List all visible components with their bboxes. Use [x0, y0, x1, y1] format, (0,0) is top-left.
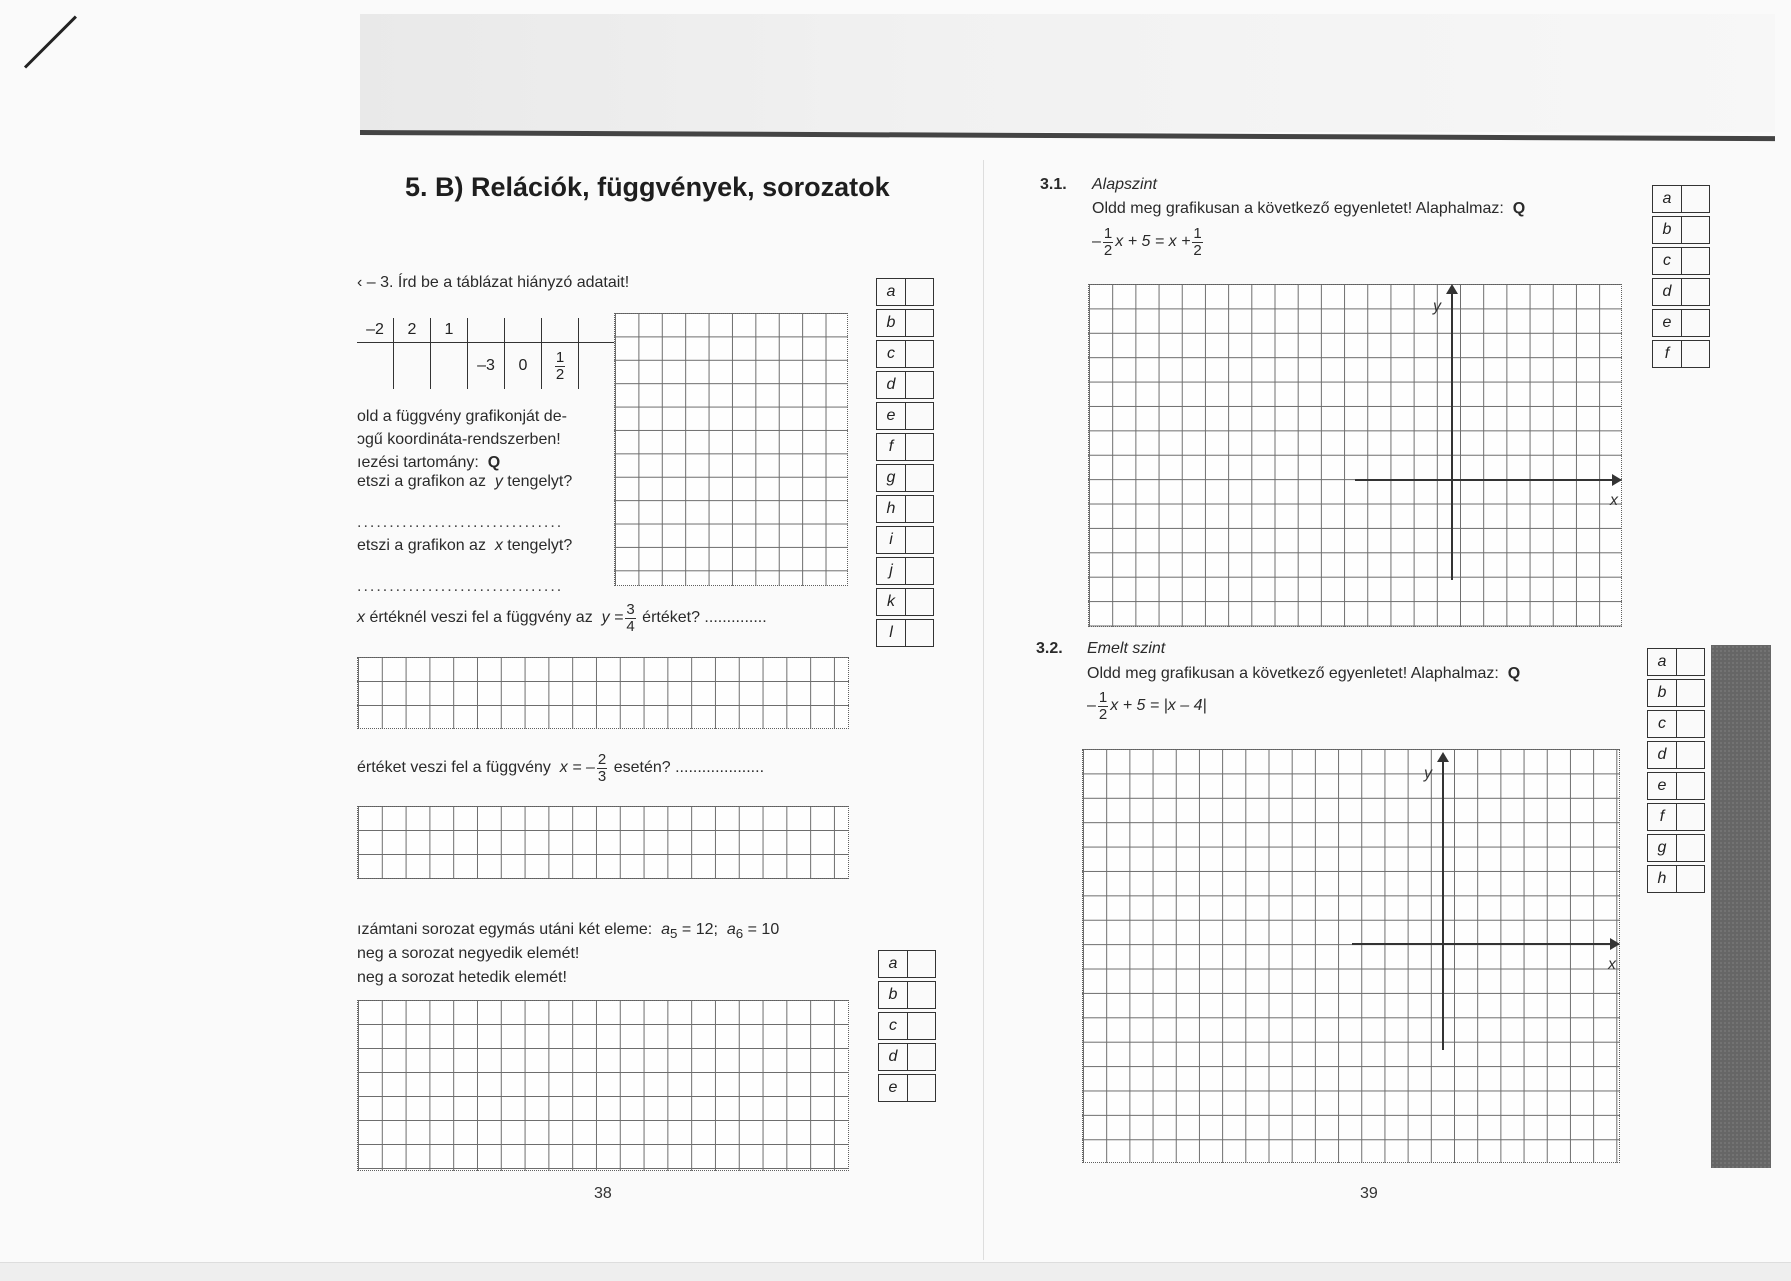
value: = 10 — [747, 921, 780, 938]
domain-label: ıezési tartomány: — [357, 454, 479, 471]
table-cell[interactable] — [505, 318, 542, 343]
variable: x — [357, 609, 365, 627]
score-box-label: g — [1648, 835, 1677, 861]
fraction-num: 1 — [1098, 689, 1108, 706]
arrow-right-icon — [1612, 474, 1622, 486]
equation — [1087, 690, 1207, 722]
question-text: ızámtani sorozat egymás utáni két eleme: — [357, 921, 653, 938]
fraction-num: 1 — [1103, 225, 1113, 242]
page-title: 5. B) Relációk, függvények, sorozatok — [405, 172, 890, 202]
score-boxes — [1652, 185, 1710, 368]
sequence-line: neg a sorozat hetedik elemét! — [357, 969, 567, 986]
question-text: etszi a grafikon az — [357, 473, 486, 490]
fraction — [1192, 226, 1202, 258]
fraction-num: 1 — [1193, 225, 1202, 242]
table-cell[interactable] — [468, 318, 505, 343]
variable: a — [726, 921, 736, 938]
score-box[interactable] — [1652, 309, 1710, 337]
score-box[interactable] — [876, 371, 934, 399]
variable: x — [494, 537, 503, 554]
score-box[interactable] — [1647, 834, 1705, 862]
task-text — [1087, 665, 1520, 683]
task-text — [1092, 200, 1525, 218]
score-box[interactable] — [1652, 247, 1710, 275]
question-text: tengelyt? — [507, 537, 573, 554]
score-box-value[interactable] — [906, 434, 933, 460]
coordinate-grid[interactable] — [1088, 284, 1622, 627]
score-box[interactable] — [876, 278, 934, 306]
equation: x = – — [559, 759, 595, 777]
score-box-label: b — [879, 982, 908, 1008]
x-axis — [1352, 943, 1612, 945]
score-box-value[interactable] — [1677, 866, 1704, 892]
score-box-label: a — [877, 279, 906, 305]
score-box[interactable] — [876, 402, 934, 430]
score-box-label: k — [877, 589, 906, 615]
score-box-label: d — [1648, 742, 1677, 768]
score-box-value[interactable] — [906, 589, 933, 615]
score-box-label: e — [1653, 310, 1682, 336]
score-box-value[interactable] — [1677, 711, 1704, 737]
score-box[interactable] — [876, 464, 934, 492]
score-boxes — [876, 278, 934, 647]
score-box-value[interactable] — [1682, 310, 1709, 336]
score-box-label: h — [877, 496, 906, 522]
equation-body: x + 5 = x + — [1115, 233, 1191, 251]
score-box[interactable] — [878, 1074, 936, 1102]
score-box-value[interactable] — [908, 1013, 935, 1039]
x-axis — [1355, 479, 1615, 481]
score-box-label: c — [1648, 711, 1677, 737]
score-box-value[interactable] — [1677, 804, 1704, 830]
score-box-value[interactable] — [906, 403, 933, 429]
fraction-num: 2 — [597, 751, 607, 768]
score-box[interactable] — [876, 526, 934, 554]
score-box[interactable] — [1647, 710, 1705, 738]
subscript: 5 — [670, 926, 678, 942]
instruction-line — [357, 454, 500, 472]
table-cell[interactable] — [431, 343, 468, 390]
set-symbol: Q — [1512, 200, 1526, 217]
question-text: etszi a grafikon az — [357, 537, 486, 554]
fraction — [1098, 690, 1108, 722]
set-symbol: Q — [1507, 665, 1521, 682]
score-box-value[interactable] — [1682, 217, 1709, 243]
score-box-label: i — [877, 527, 906, 553]
fraction-num: 1 — [555, 349, 565, 366]
fraction — [555, 350, 565, 382]
answer-dots[interactable]: ................................ — [357, 578, 564, 595]
score-box-value[interactable] — [906, 341, 933, 367]
subscript: 6 — [735, 926, 744, 942]
fraction-den: 2 — [1103, 242, 1113, 259]
y-axis-label: y — [1424, 765, 1432, 782]
answer-grid[interactable] — [357, 1000, 849, 1171]
answer-grid[interactable] — [357, 657, 849, 729]
score-boxes — [878, 950, 936, 1102]
score-box-value[interactable] — [1677, 649, 1704, 675]
table-cell[interactable] — [542, 318, 579, 343]
fraction — [597, 752, 607, 784]
score-box-value[interactable] — [906, 527, 933, 553]
score-box-label: a — [879, 951, 908, 977]
score-box[interactable] — [1647, 865, 1705, 893]
table-cell[interactable]: 1 — [431, 318, 468, 343]
task-level: Emelt szint — [1087, 640, 1166, 657]
score-box-label: d — [877, 372, 906, 398]
table-cell[interactable] — [579, 318, 616, 343]
equation: y = — [601, 609, 624, 627]
table-cell[interactable]: –3 — [468, 343, 505, 390]
score-box-label: j — [877, 558, 906, 584]
score-box-label: g — [877, 465, 906, 491]
variable: a — [661, 921, 671, 938]
score-box[interactable] — [876, 588, 934, 616]
coordinate-grid[interactable] — [1082, 749, 1620, 1163]
y-axis — [1451, 290, 1453, 580]
score-box[interactable] — [1647, 803, 1705, 831]
score-box-label: a — [1648, 649, 1677, 675]
score-box[interactable] — [876, 309, 934, 337]
score-box[interactable] — [876, 619, 934, 647]
score-box[interactable] — [1647, 648, 1705, 676]
score-box-value[interactable] — [908, 1075, 935, 1101]
score-box-value[interactable] — [1682, 341, 1709, 367]
score-box[interactable] — [1652, 185, 1710, 213]
page-bottom-edge — [0, 1262, 1791, 1281]
table-cell[interactable] — [579, 343, 616, 390]
question-x-axis — [357, 537, 572, 555]
table-row — [357, 318, 615, 343]
score-box[interactable] — [878, 981, 936, 1009]
score-box[interactable] — [1647, 741, 1705, 769]
score-box-value[interactable] — [908, 951, 935, 977]
arrow-up-icon — [1437, 752, 1449, 762]
score-box-label: c — [879, 1013, 908, 1039]
score-box-value[interactable] — [906, 496, 933, 522]
book-spine — [983, 160, 984, 1260]
equation-body: x + 5 = |x – 4| — [1110, 697, 1207, 715]
score-box-value[interactable] — [906, 558, 933, 584]
answer-dots[interactable]: ................................ — [357, 514, 564, 531]
instruction-line: ɔgű koordináta-rendszerben! — [357, 431, 561, 448]
score-box-label: e — [877, 403, 906, 429]
fraction — [625, 602, 635, 634]
answer-grid[interactable] — [357, 806, 849, 879]
score-box[interactable] — [878, 1043, 936, 1071]
table-cell[interactable]: 0 — [505, 343, 542, 390]
table-cell[interactable] — [394, 343, 431, 390]
score-box-label: f — [1648, 804, 1677, 830]
question-function — [357, 752, 764, 784]
sequence-line — [357, 921, 779, 941]
score-box[interactable] — [876, 495, 934, 523]
question-value — [357, 602, 767, 634]
score-box[interactable] — [1652, 340, 1710, 368]
score-box-value[interactable] — [1677, 773, 1704, 799]
table-cell[interactable] — [357, 343, 394, 390]
score-box-value[interactable] — [906, 279, 933, 305]
score-box-value[interactable] — [1677, 835, 1704, 861]
question-text: esetén? .................... — [613, 759, 765, 777]
fraction-den: 3 — [597, 768, 607, 785]
score-box-value[interactable] — [1677, 680, 1704, 706]
question-text: értéket veszi fel a függvény — [357, 759, 551, 777]
arrow-up-icon — [1446, 284, 1458, 294]
question-text: tengelyt? — [507, 473, 573, 490]
coordinate-grid-small[interactable] — [614, 313, 848, 586]
sign: – — [1087, 697, 1096, 715]
table-cell[interactable]: 2 — [394, 318, 431, 343]
task-number: 3.2. — [1036, 640, 1063, 657]
table-cell[interactable]: –2 — [357, 318, 394, 343]
table-row — [357, 343, 615, 390]
score-box-value[interactable] — [908, 1044, 935, 1070]
score-box[interactable] — [1652, 278, 1710, 306]
score-box-label: b — [1648, 680, 1677, 706]
equation — [1092, 226, 1205, 258]
score-box[interactable] — [876, 340, 934, 368]
instruction-line: old a függvény grafikonját de- — [357, 408, 567, 425]
task-level: Alapszint — [1092, 176, 1157, 193]
page-number: 38 — [594, 1185, 612, 1202]
fraction-den: 4 — [626, 618, 635, 635]
score-box-value[interactable] — [908, 982, 935, 1008]
page-number: 39 — [1360, 1185, 1378, 1202]
score-box[interactable] — [1647, 679, 1705, 707]
score-box-value[interactable] — [906, 620, 933, 646]
task-intro: ‹ – 3. Írd be a táblázat hiányzó adatait! — [357, 274, 630, 291]
score-box-label: c — [1653, 248, 1682, 274]
table-cell-fraction[interactable] — [542, 343, 579, 390]
question-text: értéket? .............. — [642, 609, 767, 627]
score-box-label: l — [877, 620, 906, 646]
fraction-den: 2 — [555, 366, 565, 383]
page-edge-tab — [1711, 645, 1771, 1168]
score-box-value[interactable] — [906, 372, 933, 398]
score-box-label: b — [877, 310, 906, 336]
sequence-line: neg a sorozat negyedik elemét! — [357, 945, 580, 962]
score-box-label: d — [1653, 279, 1682, 305]
pen-mark — [24, 16, 77, 69]
score-box-label: b — [1653, 217, 1682, 243]
domain-symbol: Q — [487, 454, 501, 471]
score-box-value[interactable] — [1682, 279, 1709, 305]
score-box-value[interactable] — [906, 310, 933, 336]
header-band — [360, 14, 1775, 132]
score-box-label: f — [1653, 341, 1682, 367]
y-axis — [1442, 760, 1444, 1050]
value-table — [357, 318, 615, 389]
score-box-value[interactable] — [1682, 248, 1709, 274]
x-axis-label: x — [1608, 956, 1616, 973]
score-box-label: d — [879, 1044, 908, 1070]
value: = 12; — [681, 921, 718, 938]
score-box-label: a — [1653, 186, 1682, 212]
score-box[interactable] — [1647, 772, 1705, 800]
task-text: Oldd meg grafikusan a következő egyenletet! Alaphalmaz: — [1092, 200, 1504, 217]
score-box-value[interactable] — [1677, 742, 1704, 768]
fraction-den: 2 — [1098, 706, 1108, 723]
score-box-label: f — [877, 434, 906, 460]
score-box-value[interactable] — [1682, 186, 1709, 212]
score-box[interactable] — [876, 557, 934, 585]
fraction — [1103, 226, 1113, 258]
x-axis-label: x — [1610, 492, 1618, 509]
score-box-label: h — [1648, 866, 1677, 892]
question-text: értéknél veszi fel a függvény az — [369, 609, 593, 627]
variable: y — [494, 473, 503, 490]
score-box-label: e — [1648, 773, 1677, 799]
score-box-label: e — [879, 1075, 908, 1101]
score-box-value[interactable] — [906, 465, 933, 491]
score-box[interactable] — [878, 1012, 936, 1040]
task-text: Oldd meg grafikusan a következő egyenletet! Alaphalmaz: — [1087, 665, 1499, 682]
score-boxes — [1647, 648, 1705, 893]
sign: – — [1092, 233, 1101, 251]
score-box[interactable] — [876, 433, 934, 461]
score-box[interactable] — [878, 950, 936, 978]
y-axis-label: y — [1433, 298, 1441, 315]
arrow-right-icon — [1610, 938, 1620, 950]
task-number: 3.1. — [1040, 176, 1067, 193]
fraction-den: 2 — [1193, 242, 1202, 259]
fraction-num: 3 — [626, 601, 635, 618]
score-box-label: c — [877, 341, 906, 367]
score-box[interactable] — [1652, 216, 1710, 244]
question-y-axis — [357, 473, 572, 491]
